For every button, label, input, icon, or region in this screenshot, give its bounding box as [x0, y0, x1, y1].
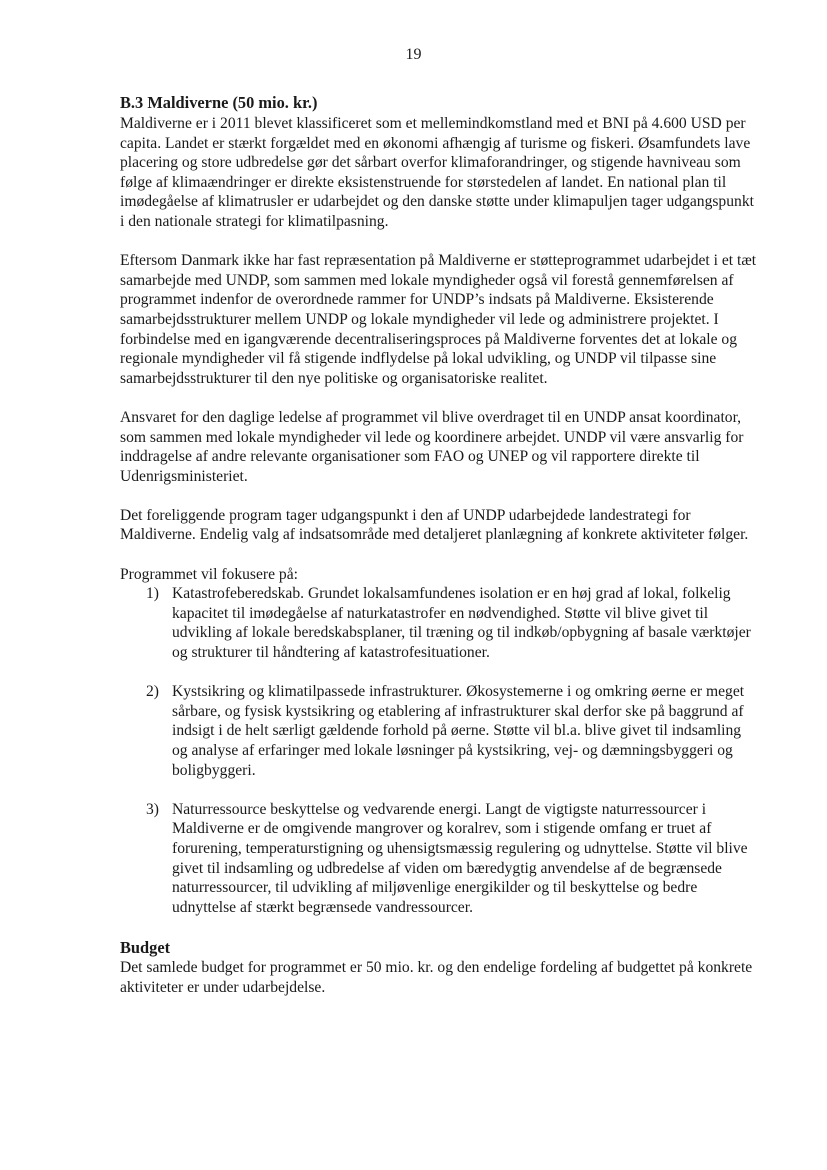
list-item — [120, 800, 760, 918]
paragraph-management: Ansvaret for den daglige ledelse af programmet vil blive overdraget til en UNDP ansat koordinator, som sammen med lokale myndigheder vil lede og koordinere arbejdet. UNDP vil være ansvarlig for inddragelse af andre relevante organisationer som FAO og UNEP og vil rapportere direkte til Udenrigsministeriet. — [120, 408, 744, 485]
paragraph-strategy: Det foreliggende program tager udgangspunkt i den af UNDP udarbejdede landestrategi for Maldiverne. Endelig valg af indsatsområde med detaljeret planlægning af konkrete aktiviteter følger. — [120, 506, 749, 544]
list-item-number: 2) — [146, 683, 159, 701]
list-item — [120, 584, 760, 662]
list-item — [120, 682, 760, 780]
section-heading: B.3 Maldiverne (50 mio. kr.) — [120, 93, 318, 112]
budget-paragraph: Det samlede budget for programmet er 50 mio. kr. og den endelige fordeling af budgettet på konkrete aktiviteter er under udarbejdelse. — [120, 958, 753, 996]
list-item-number: 1) — [146, 585, 159, 603]
focus-list — [120, 584, 760, 917]
page-number: 19 — [405, 46, 422, 63]
list-item-text: Katastrofeberedskab. Grundet lokalsamfundenes isolation er en høj grad af lokal, folkelig kapacitet til imødegåelse af naturkatastrofer en nødvendighed. Støtte vil blive givet til udvikling af lokale beredskabsplaner, til træning og til indkøb/opbygning af basale værktøjer og strukturer til håndtering af katastrofesituationer. — [172, 585, 751, 662]
list-item-text: Naturressource beskyttelse og vedvarende energi. Langt de vigtigste naturressourcer i Maldiverne er de omgivende mangrover og koralrev, som i stigende omfang er truet af forurening, temperaturstigning og uhensigtsmæssig regulering og udnyttelse. Støtte vil blive givet til indsamling og udbredelse af viden om bæredygtig anvendelse af de begrænsede naturressourcer, til udvikling af miljøvenlige energikilder og til beskyttelse og bedre udnyttelse af stærkt begrænsede vandressourcer. — [172, 800, 748, 916]
focus-list-intro: Programmet vil fokusere på: — [120, 565, 298, 583]
paragraph-undp-cooperation: Eftersom Danmark ikke har fast repræsentation på Maldiverne er støtteprogrammet udarbejdet i et tæt samarbejde med UNDP, som sammen med lokale myndigheder også vil forestå gennemførelsen af programmet indenfor de overordnede rammer for UNDP’s indsats på Maldiverne. Eksisterende samarbejdsstrukturer mellem UNDP og lokale myndigheder vil lede og administrere projektet. I forbindelse med en igangværende decentraliseringsproces på Maldiverne forventes det at lokale og regionale myndigheder vil få stigende indflydelse på lokal udvikling, og UNDP vil tilpasse sine samarbejdsstrukturer til den nye politiske og organisatoriske realitet. — [120, 252, 757, 387]
budget-heading: Budget — [120, 937, 171, 957]
list-item-number: 3) — [146, 800, 159, 818]
page-content — [120, 92, 760, 1017]
list-item-text: Kystsikring og klimatilpassede infrastrukturer. Økosystemerne i og omkring øerne er meget sårbare, og fysisk kystsikring og etablering af infrastrukturer skal derfor ske på baggrund af indsigt i de helt særligt gældende forhold på øerne. Støtte vil bl.a. blive givet til indsamling og analyse af erfaringer med lokale løsninger på kystsikring, vej- og dæmningsbyggeri og boligbyggeri. — [172, 683, 745, 779]
paragraph-intro: Maldiverne er i 2011 blevet klassificeret som et mellemindkomstland med et BNI på 4.600 USD per capita. Landet er stærkt forgældet med en økonomi afhængig af turisme og fiskeri. Øsamfundets lave placering og store udbredelse gør det sårbart overfor klimaforandringer, og stigende havniveau som følge af klimaændringer er direkte eksistenstruende for størstedelen af landet. En national plan til imødegåelse af klimatrusler er udarbejdet og den danske støtte under klimapuljen tager udgangspunkt i den nationale strategi for klimatilpasning. — [120, 115, 754, 230]
